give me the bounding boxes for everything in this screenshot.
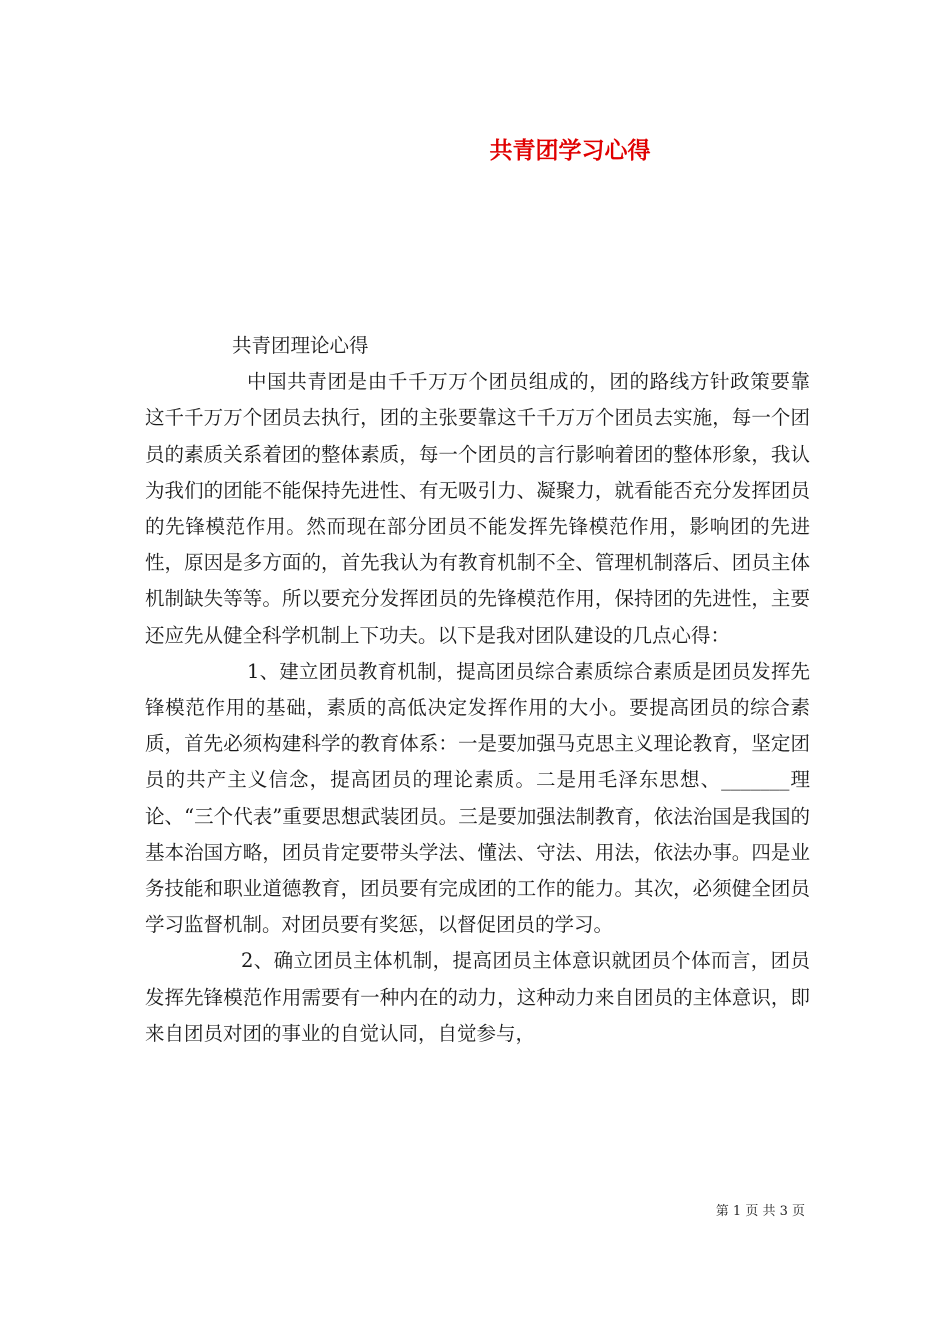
document-subtitle: 共青团理论心得 xyxy=(232,334,369,357)
document-title: 共青团学习心得 xyxy=(489,137,651,164)
page-number-footer: 第 1 页 共 3 页 xyxy=(715,1204,805,1219)
paragraph-intro: 中国共青团是由千千万万个团员组成的，团的路线方针政策要靠这千千万万个团员去执行，团的主张要靠这千千万万个团员去实施，每一个团员的素质关系着团的整体素质，每一个团员的言行影响着团的整体形象，我认为我们的团能不能保持先进性、有无吸引力、凝聚力，就看能否充分发挥团员的先锋模范作用。然而现在部分团员不能发挥先锋模范作用，影响团的先进性，原因是多方面的，首先我认为有教育机制不全、管理机制落后、团员主体机制缺失等等。所以要充分发挥团员的先锋模范作用，保持团的先进性，主要还应先从健全科学机制上下功夫。以下是我对团队建设的几点心得： xyxy=(145,370,810,647)
paragraph-point-2: 2、确立团员主体机制，提高团员主体意识就团员个体而言，团员发挥先锋模范作用需要有一种内在的动力，这种动力来自团员的主体意识，即来自团员对团的事业的自觉认同，自觉参与， xyxy=(145,949,810,1045)
document-body xyxy=(145,328,810,1052)
paragraph-point-1: 1、建立团员教育机制，提高团员综合素质综合素质是团员发挥先锋模范作用的基础，素质的高低决定发挥作用的大小。要提高团员的综合素质，首先必须构建科学的教育体系：一是要加强马克思主义理论教育，坚定团员的共产主义信念，提高团员的理论素质。二是用毛泽东思想、_______理论、“三个代表”重要思想武装团员。三是要加强法制教育，依法治国是我国的基本治国方略，团员肯定要带头学法、懂法、守法、用法，依法办事。四是业务技能和职业道德教育，团员要有完成团的工作的能力。其次，必须健全团员学习监督机制。对团员要有奖惩，以督促团员的学习。 xyxy=(145,659,810,937)
